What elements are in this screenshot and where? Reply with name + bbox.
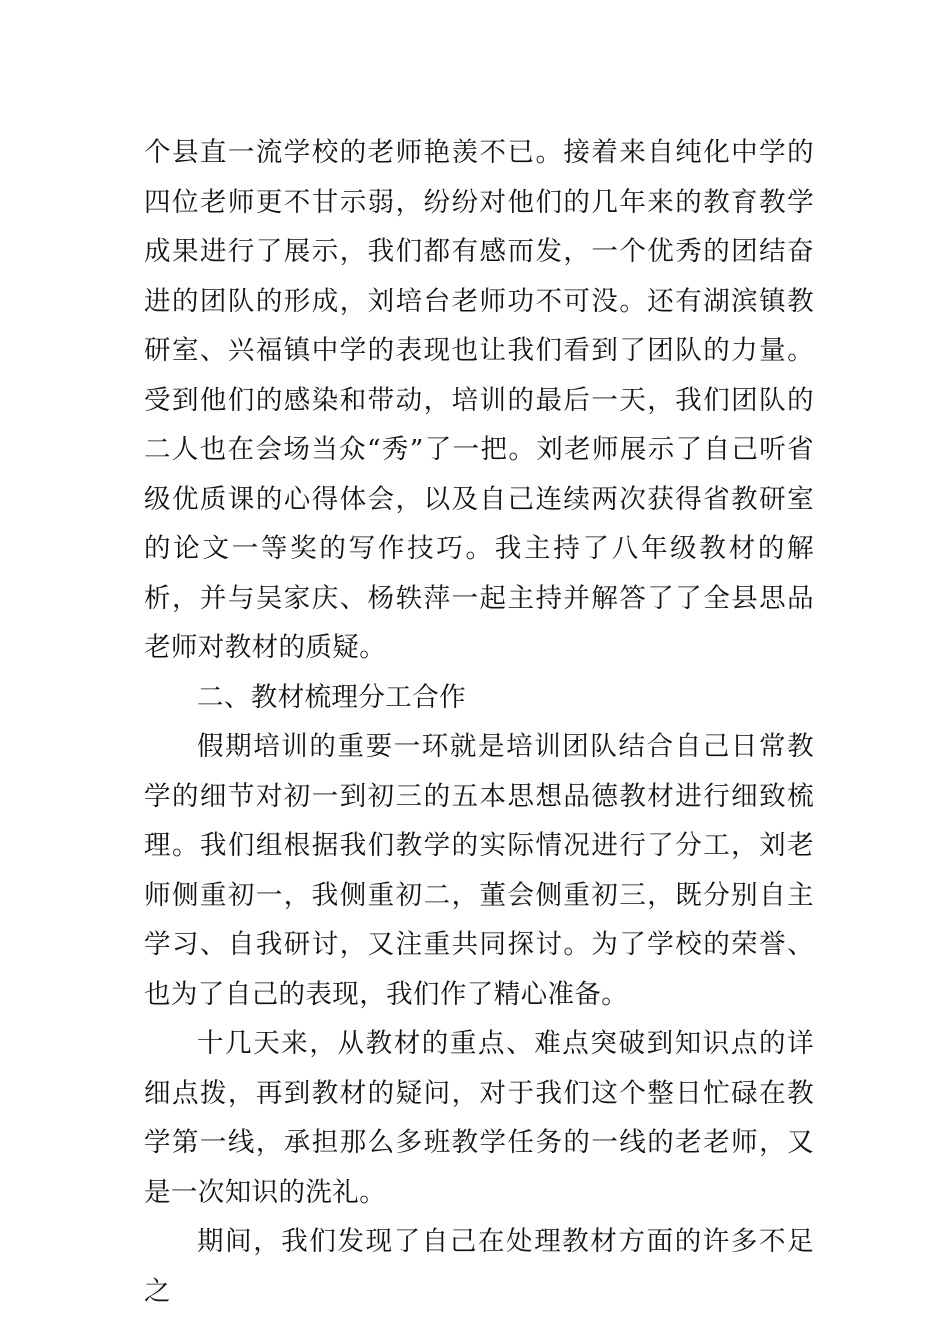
paragraph: 假期培训的重要一环就是培训团队结合自己日常教学的细节对初一到初三的五本思想品德教材进行细致梳理。我们组根据我们教学的实际情况进行了分工，刘老师侧重初一，我侧重初二，董会侧重初三，既分别自主学习、自我研讨，又注重共同探讨。为了学校的荣誉、也为了自己的表现，我们作了精心准备。 (144, 731, 814, 1010)
paragraph: 十几天来，从教材的重点、难点突破到知识点的详细点拨，再到教材的疑问，对于我们这个整日忙碌在教学第一线，承担那么多班教学任务的一线的老老师，又是一次知识的洗礼。 (144, 1028, 814, 1208)
body-text (144, 128, 814, 1316)
paragraph: 期间，我们发现了自己在处理教材方面的许多不足之 (144, 1226, 814, 1307)
section-heading: 二、教材梳理分工合作 (197, 681, 466, 713)
paragraph-continuation: 个县直一流学校的老师艳羡不已。接着来自纯化中学的四位老师更不甘示弱，纷纷对他们的几年来的教育教学成果进行了展示，我们都有感而发，一个优秀的团结奋进的团队的形成，刘培台老师功不可没。还有湖滨镇教研室、兴福镇中学的表现也让我们看到了团队的力量。受到他们的感染和带动，培训的最后一天，我们团队的二人也在会场当众“秀”了一把。刘老师展示了自己听省级优质课的心得体会，以及自己连续两次获得省教研室的论文一等奖的写作技巧。我主持了八年级教材的解析，并与吴家庆、杨轶萍一起主持并解答了了全县思品老师对教材的质疑。 (144, 137, 814, 663)
